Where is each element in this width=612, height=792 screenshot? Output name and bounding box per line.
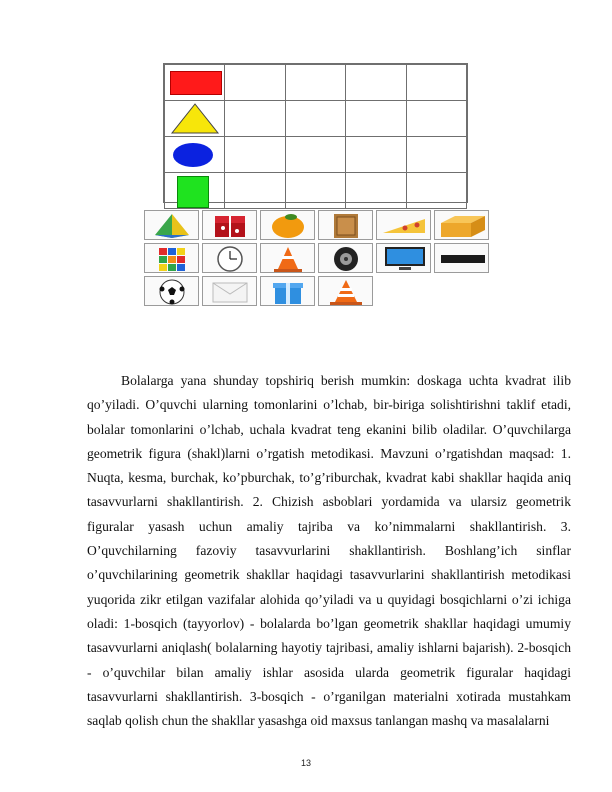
body-paragraph: Bolalarga yana shunday topshiriq berish mumkin: doskaga uchta kvadrat ilib qo’yiladi. O’quvchi ularning tomonlarini o’lchab, bir-biriga solishtirishni taklif etadi, bolalar tomonlarini o’lchab, uchala kvadrat teng ekanini bilib oladilar. O’quvchilarga geometrik figura (shakl)larni o’rgatish metodikasi. Mavzuni o’rgatishdan maqsad: 1. Nuqta, kesma, burchak, ko’pburchak, to’g’riburchak, kvadrat kabi shakllar haqida aniq tasavvurlarni shakllantirish. 2. Chizish asboblari yordamida va ularsiz geometrik figuralar yasash uchun amaliy tajriba va ko’nimmalarni shakllantirish. 3. O’quvchilarning fazoviy tasavvurlarini shakllantirish. Boshlang’ich sinflar o’quvchilarining geometrik shakllar haqidagi tasavvurlarini shakllantirish metodikasi yuqorida zikr etilgan vazifalar alohida qo’yiladi va u quyidagi bosqichlarni o’zi ichiga oladi: 1-bosqich (tayyorlov) - bolalarda bo’lgan geometrik shakllar haqidagi umumiy tasavvurlarni aniqlash( bolalarning hayotiy tajribasi, amaliy ishlarni bajarish). 2-bosqich - o’quvchilar bilan amaliy ishlar asosida ularda geometrik figuralar haqidagi tasavvurlarni shakllantirish. 3-bosqich - o’rganilgan materialni xotirada mustahkam saqlab qolish chun the shakllar yasashga oid maxsus tanlangan mashq va masalalarni: [87, 373, 571, 729]
pizza-slice-picture: [376, 210, 431, 240]
grid-cell: [165, 65, 225, 101]
traffic-cone-small-picture: [260, 243, 315, 273]
orange-picture: [260, 210, 315, 240]
grid-cell: [165, 173, 225, 209]
pyramid-picture: [144, 210, 199, 240]
grid-cell: [346, 65, 406, 101]
shapes-figure: [0, 0, 612, 320]
red-rectangle-shape: [170, 71, 222, 95]
grid-cell: [285, 101, 345, 137]
traffic-cone-picture: [318, 276, 373, 306]
tire-picture: [318, 243, 373, 273]
grid-cell: [225, 65, 285, 101]
grid-cell: [406, 137, 466, 173]
blue-gift-box-picture: [260, 276, 315, 306]
grid-cell: [346, 101, 406, 137]
grid-cell: [225, 101, 285, 137]
rubiks-cube-picture: [144, 243, 199, 273]
sponge-block-picture: [434, 210, 489, 240]
grid-cell: [225, 137, 285, 173]
monitor-picture: [376, 243, 431, 273]
grid-cell: [165, 137, 225, 173]
grid-cell: [285, 137, 345, 173]
shapes-grid: [163, 63, 468, 203]
green-square-shape: [177, 176, 209, 208]
grid-cell: [165, 101, 225, 137]
grid-cell: [346, 137, 406, 173]
page-number: 13: [300, 758, 311, 768]
grid-cell: [406, 65, 466, 101]
grid-cell: [225, 173, 285, 209]
wooden-crate-picture: [318, 210, 373, 240]
grid-cell: [285, 173, 345, 209]
envelope-picture: [202, 276, 257, 306]
dark-bar-picture: [434, 243, 489, 273]
yellow-triangle-shape: [170, 103, 220, 135]
grid-cell: [406, 101, 466, 137]
gift-box-picture: [202, 210, 257, 240]
wall-clock-picture: [202, 243, 257, 273]
grid-cell: [285, 65, 345, 101]
blue-ellipse-shape: [173, 143, 213, 167]
grid-cell: [346, 173, 406, 209]
grid-cell: [406, 173, 466, 209]
soccer-ball-picture: [144, 276, 199, 306]
